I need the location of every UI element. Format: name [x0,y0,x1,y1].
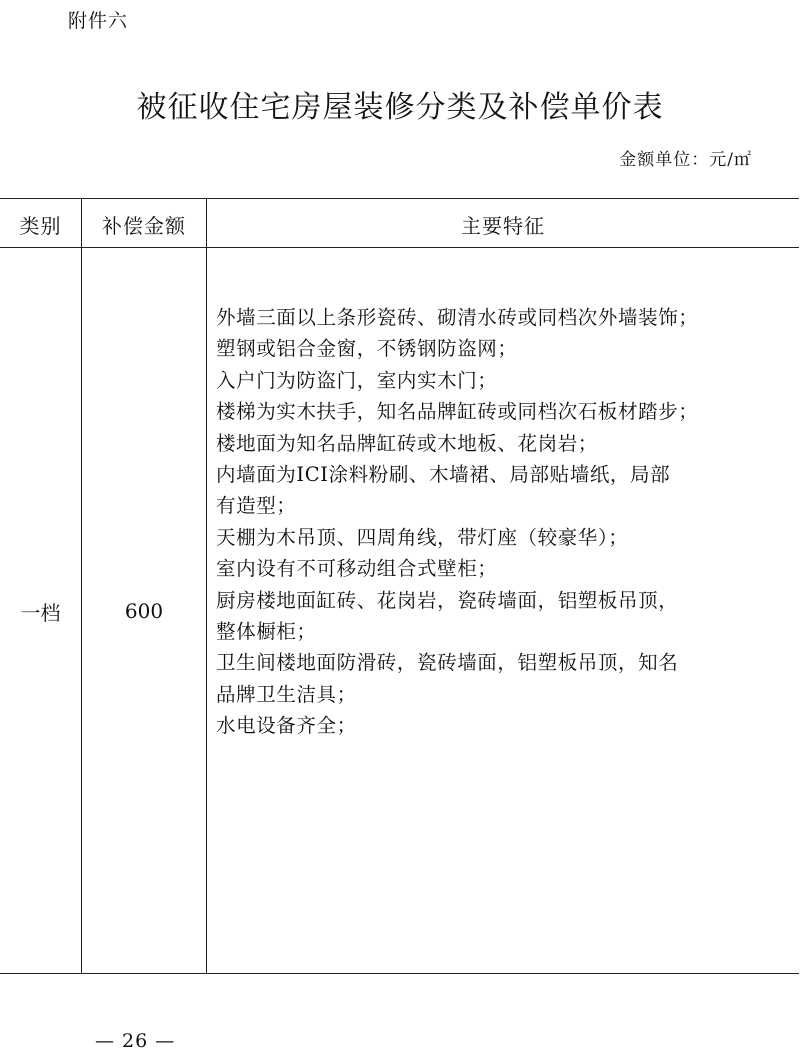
amount-cell: 600 [124,599,164,623]
features-cell [216,302,789,742]
feature-line: 塑钢或铝合金窗，不锈钢防盗网； [216,337,518,361]
feature-line: 楼地面为知名品牌缸砖或木地板、花岗岩； [216,431,598,455]
category-cell: 一档 [20,600,61,625]
feature-line: 厨房楼地面缸砖、花岗岩，瓷砖墙面，铝塑板吊顶， [216,588,679,612]
feature-line: 品牌卫生洁具； [216,682,357,706]
column-header-amount: 补偿金额 [102,213,186,238]
feature-line: 水电设备齐全； [216,714,357,738]
feature-line: 整体橱柜； [216,620,317,644]
unit-note: 金额单位：元/㎡ [619,150,752,170]
feature-line: 卫生间楼地面防滑砖，瓷砖墙面，铝塑板吊顶，知名 [216,651,679,675]
feature-line: 外墙三面以上条形瓷砖、砌清水砖或同档次外墙装饰； [216,306,699,329]
feature-line: 楼梯为实木扶手，知名品牌缸砖或同档次石板材踏步； [216,400,699,424]
attachment-label: 附件六 [68,10,129,32]
column-divider [206,199,207,973]
feature-line: 有造型； [216,494,297,518]
column-header-category: 类别 [19,213,62,238]
column-header-features: 主要特征 [461,213,545,238]
page-number: — 26 — [95,1030,176,1052]
compensation-table [0,198,799,974]
feature-line: 天棚为木吊顶、四周角线，带灯座（较豪华）； [216,525,629,549]
feature-line: 室内设有不可移动组合式壁柜； [216,557,498,581]
page-title: 被征收住宅房屋装修分类及补偿单价表 [136,90,664,125]
feature-line: 内墙面为ICI涂料粉刷、木墙裙、局部贴墙纸，局部 [216,463,671,487]
feature-line: 入户门为防盗门，室内实木门； [216,368,498,392]
